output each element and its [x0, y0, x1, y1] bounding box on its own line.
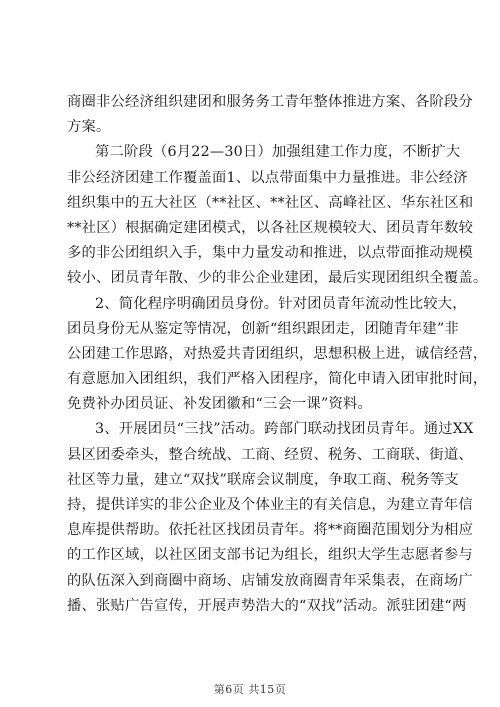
- text-line: 方案。: [67, 119, 111, 136]
- text-line: 社区等力量，建立“双找”联席会议制度，争取工商、税务等支: [67, 471, 459, 488]
- body-text: [67, 90, 488, 619]
- text-line: 多的非公团组织入手，集中力量发动和推进，以点带面推动规模: [67, 245, 473, 262]
- text-line: 播、张贴广告宣传，开展声势浩大的“双找”活动。派驻团建“两: [67, 597, 467, 614]
- text-line: 的工作区域，以社区团支部书记为组长，组织大学生志愿者参与: [67, 547, 473, 564]
- text-line: 免费补办团员证、补发团徽和“三会一课”资料。: [67, 396, 372, 413]
- text-line: 有意愿加入团组织，我们严格入团程序，简化申请入团审批时间，: [67, 371, 488, 388]
- page-number-footer: 第6页 共15页: [213, 683, 287, 696]
- text-line: 非公经济团建工作覆盖面1、以点带面集中力量推进。非公经济: [67, 169, 468, 186]
- text-line: 息库提供帮助。依托社区找团员青年。将**商圈范围划分为相应: [67, 522, 474, 539]
- text-line: **社区）根据确定建团模式，以各社区规模较大、团员青年数较: [67, 219, 474, 236]
- text-line: 商圈非公经济组织建团和服务务工青年整体推进方案、各阶段分: [67, 94, 473, 110]
- text-line: 县区团委牵头，整合统战、工商、经贸、税务、工商联、街道、: [67, 446, 473, 463]
- paragraph-start-line: 2、简化程序明确团员身份。针对团员青年流动性比较大，: [95, 295, 467, 312]
- text-line: 持，提供详实的非公企业及个体业主的有关信息，为建立青年信: [67, 497, 473, 513]
- text-line: 公团建工作思路，对热爱共青团组织，思想积极上进，诚信经营，: [67, 345, 488, 362]
- text-line: 团员身份无从鉴定等情况，创新“组织跟团走，团随青年建”非: [67, 320, 459, 337]
- text-line: 较小、团员青年散、少的非公企业建团，最后实现团组织全覆盖。: [67, 270, 488, 287]
- paragraph-start-line: 3、开展团员“三找”活动。跨部门联动找团员青年。通过XX: [95, 421, 474, 438]
- paragraph-start-line: 第二阶段（6月22—30日）加强组建工作力度，不断扩大: [95, 144, 461, 161]
- text-line: 组织集中的五大社区（**社区、**社区、高峰社区、华东社区和: [67, 194, 474, 211]
- text-line: 的队伍深入到商圈中商场、店铺发放商圈青年采集表，在商场广: [67, 572, 473, 589]
